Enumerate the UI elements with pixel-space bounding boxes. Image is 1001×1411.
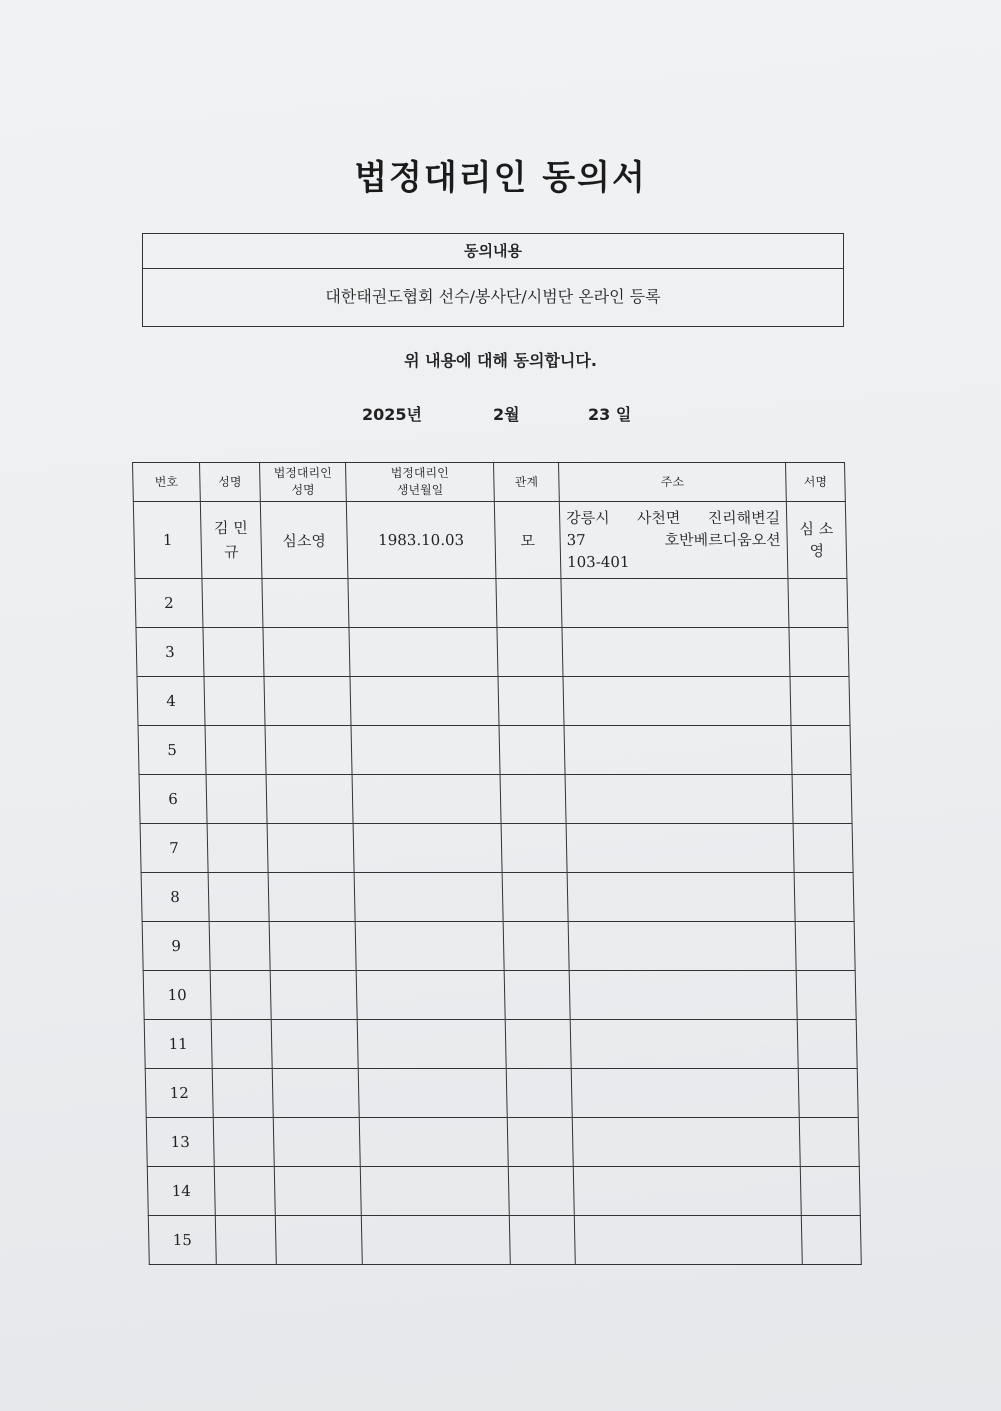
table-header-row — [133, 463, 846, 502]
row-guardian-name — [275, 1216, 362, 1265]
consent-content-header: 동의내용 — [143, 234, 843, 269]
row-no: 13 — [146, 1118, 214, 1167]
row-guardian-name: 심소영 — [260, 502, 348, 579]
row-guardian-name — [262, 579, 349, 628]
date-year: 2025년 — [362, 405, 422, 424]
row-guardian-name — [267, 824, 354, 873]
row-no: 7 — [140, 824, 208, 873]
row-address — [561, 579, 789, 628]
row-name — [210, 971, 271, 1020]
row-name — [206, 775, 267, 824]
row-no: 5 — [138, 726, 206, 775]
row-relation — [496, 579, 562, 628]
row-no: 9 — [142, 922, 210, 971]
header-signature: 서명 — [786, 463, 846, 502]
row-address — [571, 1069, 799, 1118]
row-signature — [788, 579, 848, 628]
row-address-line1: 강릉시 사천면 진리해변길 — [565, 509, 781, 527]
row-signature — [794, 873, 854, 922]
row-guardian-name — [266, 775, 353, 824]
header-guardian-name-line1: 법정대리인 — [273, 466, 332, 480]
row-guardian-name — [263, 628, 350, 677]
row-relation: 모 — [494, 502, 561, 579]
row-no: 6 — [139, 775, 207, 824]
row-guardian-birth: 1983.10.03 — [346, 502, 496, 579]
row-address — [564, 726, 792, 775]
row-signature — [796, 971, 856, 1020]
row-no: 14 — [147, 1167, 215, 1216]
table-row — [141, 873, 854, 922]
row-relation — [506, 1069, 572, 1118]
row-guardian-name — [264, 677, 351, 726]
row-signature — [795, 922, 855, 971]
header-address: 주소 — [559, 463, 787, 502]
row-guardian-birth — [350, 677, 499, 726]
row-name — [214, 1167, 275, 1216]
table-row — [140, 824, 853, 873]
row-guardian-birth — [352, 775, 501, 824]
header-guardian-name — [260, 463, 347, 502]
row-guardian-birth — [356, 971, 505, 1020]
agreement-statement: 위 내용에 대해 동의합니다. — [404, 351, 597, 370]
row-address — [573, 1167, 801, 1216]
row-name — [212, 1069, 273, 1118]
row-relation — [497, 628, 563, 677]
row-no: 8 — [141, 873, 209, 922]
row-name — [200, 502, 262, 579]
header-guardian-birth-line1: 법정대리인 — [390, 466, 449, 480]
table-row — [139, 775, 852, 824]
row-signature — [798, 1069, 858, 1118]
row-address — [559, 502, 788, 579]
row-relation — [505, 1020, 571, 1069]
row-name — [211, 1020, 272, 1069]
row-guardian-name — [274, 1167, 361, 1216]
row-address-line2: 37 호반베르디움오션 — [566, 531, 781, 549]
row-guardian-name — [265, 726, 352, 775]
row-name — [207, 824, 268, 873]
row-address-line3: 103-401 — [566, 553, 630, 571]
row-name — [204, 677, 265, 726]
row-no: 11 — [144, 1020, 212, 1069]
row-no: 3 — [136, 628, 204, 677]
row-signature — [797, 1020, 857, 1069]
row-guardian-birth — [348, 579, 497, 628]
row-name — [203, 628, 264, 677]
row-guardian-name — [270, 971, 357, 1020]
row-address — [568, 922, 796, 971]
row-signature — [801, 1216, 861, 1265]
row-guardian-birth — [357, 1020, 506, 1069]
table-row — [147, 1167, 860, 1216]
row-address — [569, 971, 797, 1020]
row-no: 1 — [133, 502, 202, 579]
table-row — [148, 1216, 861, 1265]
row-name — [208, 873, 269, 922]
table-row — [144, 1020, 857, 1069]
page-title: 법정대리인 동의서 — [354, 158, 647, 198]
table-row — [135, 579, 848, 628]
row-no: 2 — [135, 579, 203, 628]
row-relation — [502, 873, 568, 922]
row-relation — [504, 971, 570, 1020]
row-relation — [498, 677, 564, 726]
table-row — [143, 971, 856, 1020]
row-guardian-birth — [354, 873, 503, 922]
row-relation — [500, 775, 566, 824]
row-no: 12 — [145, 1069, 213, 1118]
row-guardian-birth — [360, 1167, 509, 1216]
row-relation — [508, 1167, 574, 1216]
row-address — [563, 677, 791, 726]
date-month: 2월 — [493, 405, 520, 424]
row-signature — [786, 502, 847, 579]
table-row — [145, 1069, 858, 1118]
row-address — [562, 628, 790, 677]
row-signature — [789, 628, 849, 677]
row-guardian-name — [272, 1069, 359, 1118]
row-no: 15 — [148, 1216, 216, 1265]
header-guardian-birth-line2: 생년월일 — [396, 483, 444, 497]
row-signature — [792, 775, 852, 824]
row-guardian-birth — [351, 726, 500, 775]
header-guardian-birth — [346, 463, 495, 502]
row-no: 10 — [143, 971, 211, 1020]
row-guardian-birth — [358, 1069, 507, 1118]
row-address — [566, 824, 794, 873]
table-row — [146, 1118, 859, 1167]
row-guardian-birth — [353, 824, 502, 873]
consent-content-body: 대한태권도협회 선수/봉사단/시범단 온라인 등록 — [325, 287, 661, 306]
table-row — [136, 628, 849, 677]
consent-content-box — [142, 233, 844, 327]
row-relation — [499, 726, 565, 775]
row-address — [570, 1020, 798, 1069]
row-address — [565, 775, 793, 824]
row-relation — [509, 1216, 575, 1265]
row-name — [213, 1118, 274, 1167]
row-guardian-name — [273, 1118, 360, 1167]
row-signature — [800, 1167, 860, 1216]
row-signature-line2: 영 — [809, 542, 825, 560]
table-row — [142, 922, 855, 971]
row-signature — [790, 677, 850, 726]
date-day: 23 일 — [588, 405, 632, 424]
row-guardian-birth — [355, 922, 504, 971]
header-name: 성명 — [200, 463, 261, 502]
row-guardian-name — [271, 1020, 358, 1069]
row-name-line2: 규 — [223, 543, 239, 561]
row-relation — [503, 922, 569, 971]
row-guardian-name — [268, 873, 355, 922]
row-relation — [507, 1118, 573, 1167]
header-guardian-name-line2: 성명 — [291, 483, 315, 497]
signers-table — [132, 462, 862, 1265]
row-guardian-name — [269, 922, 356, 971]
row-name-line1: 김 민 — [213, 519, 248, 537]
row-signature — [793, 824, 853, 873]
row-address — [574, 1216, 802, 1265]
row-signature — [799, 1118, 859, 1167]
table-row — [133, 502, 847, 579]
row-no: 4 — [137, 677, 205, 726]
row-relation — [501, 824, 567, 873]
row-signature — [791, 726, 851, 775]
header-relation: 관계 — [494, 463, 560, 502]
table-row — [137, 677, 850, 726]
row-guardian-birth — [359, 1118, 508, 1167]
row-name — [215, 1216, 276, 1265]
row-guardian-birth — [349, 628, 498, 677]
row-address — [572, 1118, 800, 1167]
row-name — [209, 922, 270, 971]
row-signature-line1: 심 소 — [799, 520, 834, 538]
row-address — [567, 873, 795, 922]
row-name — [202, 579, 263, 628]
header-no: 번호 — [133, 463, 201, 502]
table-row — [138, 726, 851, 775]
row-guardian-birth — [361, 1216, 510, 1265]
row-name — [205, 726, 266, 775]
